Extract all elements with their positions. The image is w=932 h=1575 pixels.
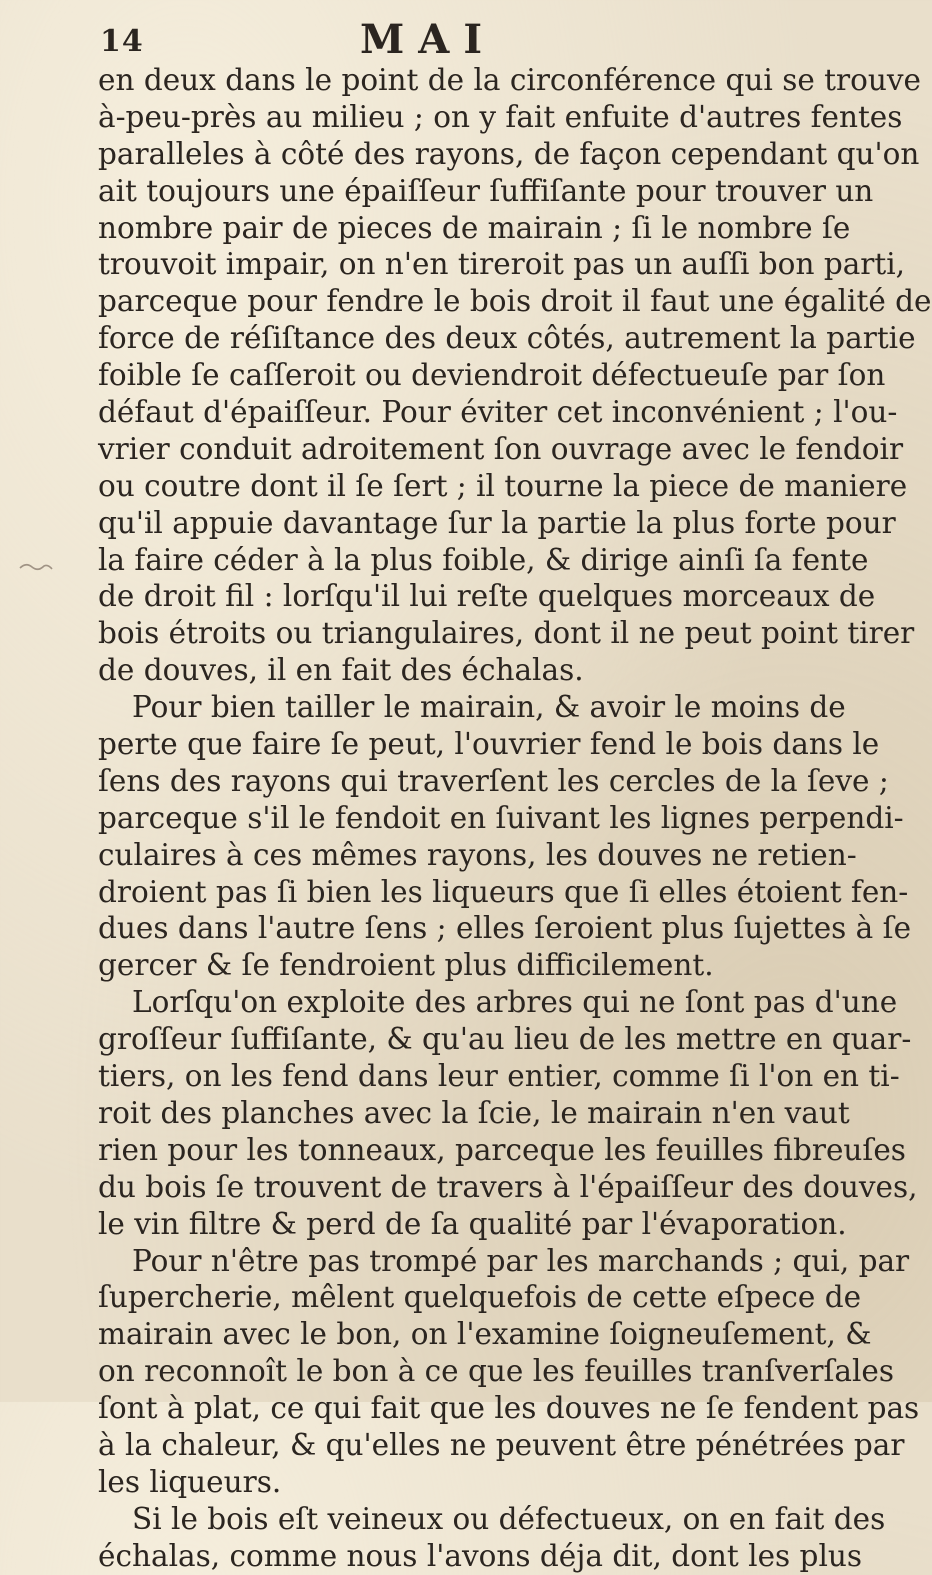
body-text [98, 62, 932, 1575]
text-line: le vin filtre & perd de ſa qualité par l'évaporation. [98, 1206, 847, 1241]
text-line: foible ſe caſſeroit ou deviendroit défectueuſe par ſon [98, 358, 886, 393]
paragraph-start: Pour n'être pas trompé par les marchands ; qui, par [132, 1243, 910, 1278]
text-line: droient pas ſi bien les liqueurs que ſi elles étoient fen- [98, 874, 909, 909]
text-line: qu'il appuie davantage ſur la partie la plus forte pour [98, 505, 896, 540]
text-line: paralleles à côté des rayons, de façon cependant qu'on [98, 136, 920, 171]
text-line: on reconnoît le bon à ce que les feuilles tranſverſales [98, 1354, 895, 1389]
paragraph-start: Pour bien tailler le mairain, & avoir le moins de [132, 690, 846, 725]
paragraph-start: Lorſqu'on exploite des arbres qui ne ſont pas d'une [132, 985, 898, 1020]
text-line: la faire céder à la plus foible, & dirige ainſi ſa fente [98, 542, 869, 577]
text-line: tiers, on les fend dans leur entier, comme ſi l'on en ti- [98, 1059, 900, 1094]
running-title: MAI [360, 16, 497, 63]
text-line: les liqueurs. [98, 1464, 282, 1499]
text-line: de droit fil : lorſqu'il lui reſte quelques morceaux de [98, 579, 876, 614]
text-line: ſont à plat, ce qui fait que les douves ne ſe fendent pas [98, 1391, 920, 1426]
paragraph-start: Si le bois eſt veineux ou défectueux, on en fait des [132, 1501, 886, 1536]
text-line: rien pour les tonneaux, parceque les feuilles fibreuſes [98, 1132, 906, 1167]
text-line: ſens des rayons qui traverſent les cercles de la ſeve ; [98, 763, 889, 798]
text-line: à-peu-près au milieu ; on y fait enfuite d'autres fentes [98, 99, 903, 134]
text-line: roit des planches avec la ſcie, le mairain n'en vaut [98, 1095, 850, 1130]
text-line: du bois ſe trouvent de travers à l'épaiſſeur des douves, [98, 1169, 918, 1204]
text-line: parceque s'il le fendoit en ſuivant les lignes perpendi- [98, 800, 904, 835]
text-line: vrier conduit adroitement ſon ouvrage avec le fendoir [98, 431, 904, 466]
text-line: en deux dans le point de la circonférence qui se trouve [98, 63, 922, 97]
text-line: parceque pour fendre le bois droit il faut une égalité de [98, 284, 932, 319]
text-line: défaut d'épaiſſeur. Pour éviter cet inconvénient ; l'ou- [98, 395, 898, 430]
page-header [0, 14, 801, 62]
text-line: mairain avec le bon, on l'examine ſoigneuſement, & [98, 1317, 872, 1352]
text-line: force de réſiſtance des deux côtés, autrement la partie [98, 321, 916, 356]
ink-smudge-mark [18, 558, 58, 576]
text-line: échalas, comme nous l'avons déja dit, dont les plus [98, 1538, 863, 1573]
text-line: groſſeur ſuffiſante, & qu'au lieu de les mettre en quar- [98, 1022, 912, 1057]
text-line: ou coutre dont il ſe ſert ; il tourne la piece de maniere [98, 468, 908, 503]
text-line: culaires à ces mêmes rayons, les douves ne retien- [98, 837, 857, 872]
text-line: de douves, il en fait des échalas. [98, 653, 584, 688]
text-line: nombre pair de pieces de mairain ; ſi le nombre ſe [98, 210, 851, 245]
ink-smudge-icon [18, 558, 58, 576]
text-line: perte que faire ſe peut, l'ouvrier fend le bois dans le [98, 727, 880, 762]
page-number: 14 [100, 24, 144, 59]
text-line: à la chaleur, & qu'elles ne peuvent être pénétrées par [98, 1427, 905, 1462]
text-line: gercer & ſe fendroient plus difficilement. [98, 948, 714, 983]
text-line: bois étroits ou triangulaires, dont il ne peut point tirer [98, 616, 915, 651]
text-line: dues dans l'autre ſens ; elles ſeroient plus ſujettes à ſe [98, 911, 912, 946]
text-line: ait toujours une épaiſſeur ſuffiſante pour trouver un [98, 173, 874, 208]
text-line: ſupercherie, mêlent quelquefois de cette eſpece de [98, 1280, 862, 1315]
text-line: trouvoit impair, on n'en tireroit pas un auſſi bon parti, [98, 247, 906, 282]
